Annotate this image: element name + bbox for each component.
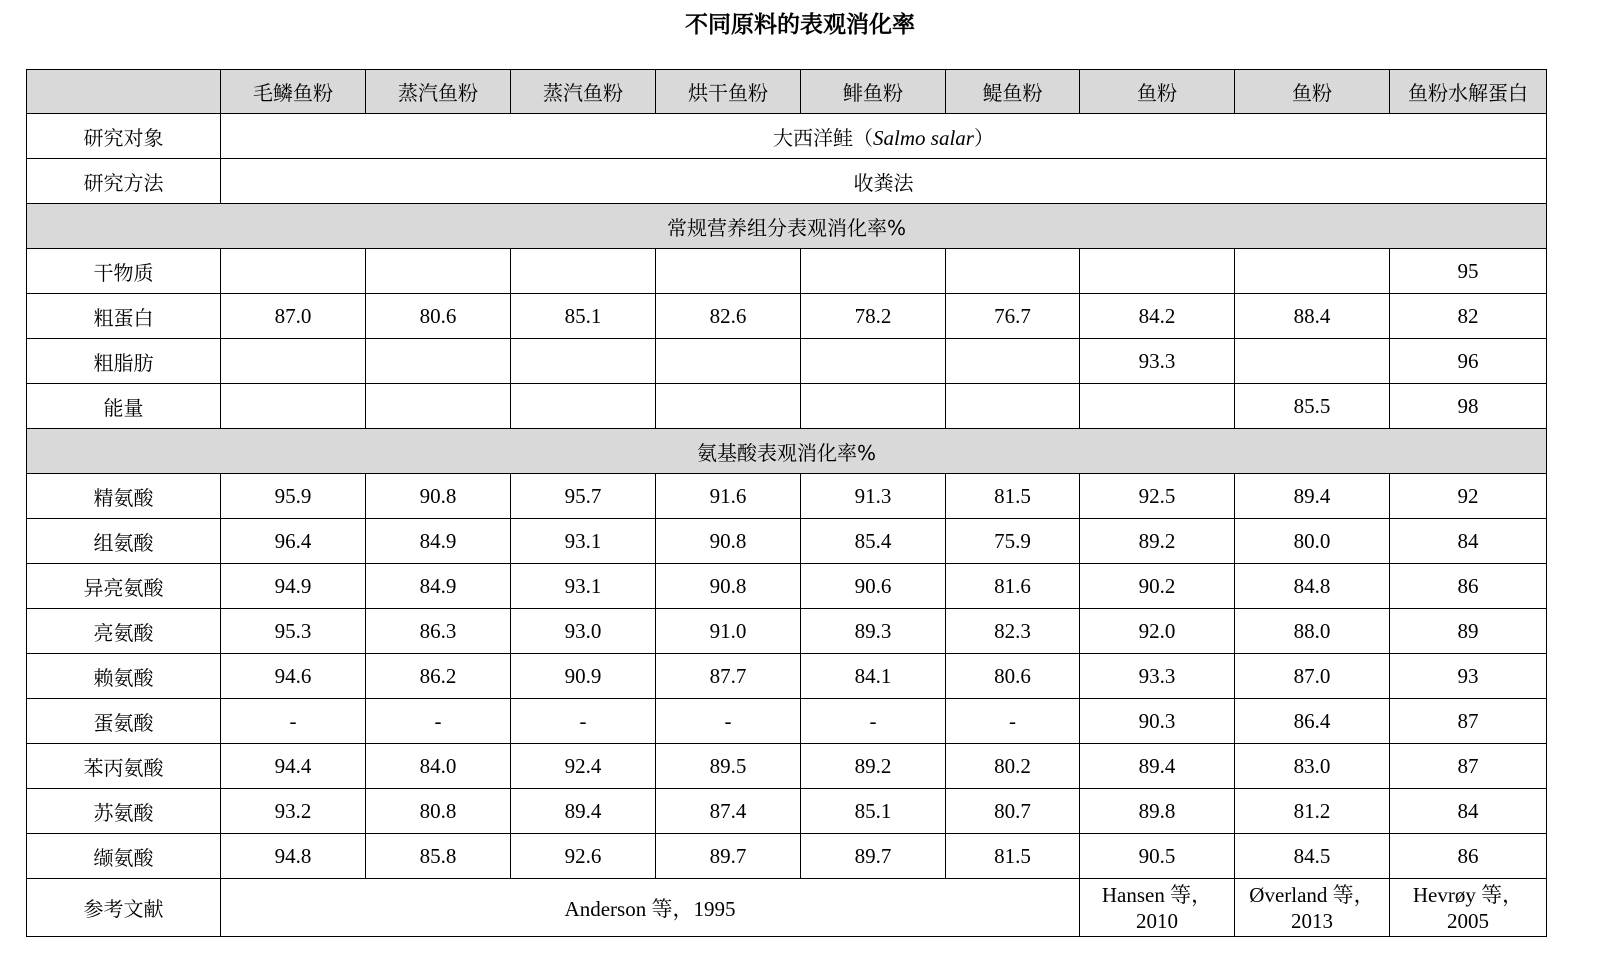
page-title: 不同原料的表观消化率: [685, 12, 915, 38]
table-cell: -: [801, 699, 946, 744]
table-cell: 89.7: [656, 834, 801, 879]
header-cell: 鳀鱼粉: [946, 70, 1080, 114]
table-cell: 81.6: [946, 564, 1080, 609]
table-cell: 93.2: [221, 789, 366, 834]
table-cell: [946, 384, 1080, 429]
table-cell: 85.4: [801, 519, 946, 564]
table-row: [27, 519, 1547, 564]
table-cell: 98: [1390, 384, 1547, 429]
table-cell: 81.2: [1235, 789, 1390, 834]
table-cell: [366, 384, 511, 429]
table-cell: 92.6: [511, 834, 656, 879]
table-cell: 81.5: [946, 834, 1080, 879]
table-cell: 89: [1390, 609, 1547, 654]
table-row: [27, 834, 1547, 879]
table-cell: 82: [1390, 294, 1547, 339]
table-cell: 90.8: [366, 474, 511, 519]
row-label: 异亮氨酸: [27, 564, 221, 609]
table-cell: 84.0: [366, 744, 511, 789]
section-title: 氨基酸表观消化率%: [27, 429, 1547, 474]
table-cell: 86.3: [366, 609, 511, 654]
header-cell: 烘干鱼粉: [656, 70, 801, 114]
table-cell: 89.4: [1080, 744, 1235, 789]
table-cell: 84: [1390, 789, 1547, 834]
header-cell: 鱼粉水解蛋白: [1390, 70, 1547, 114]
table-cell: 95.7: [511, 474, 656, 519]
table-cell: [1080, 249, 1235, 294]
reference-hansen-line1: Hansen 等，: [1101, 882, 1213, 907]
row-label: 粗脂肪: [27, 339, 221, 384]
row-label: 精氨酸: [27, 474, 221, 519]
table-cell: 85.1: [801, 789, 946, 834]
table-cell: 94.9: [221, 564, 366, 609]
table-cell: 89.7: [801, 834, 946, 879]
table-row: [27, 474, 1547, 519]
references-row: [27, 879, 1547, 937]
table-cell: 89.2: [1080, 519, 1235, 564]
row-label: 苯丙氨酸: [27, 744, 221, 789]
section-header-row: [27, 429, 1547, 474]
reference-hevroy-line1: Hevrøy 等，: [1412, 882, 1524, 907]
table-cell: 86.4: [1235, 699, 1390, 744]
row-label: 组氨酸: [27, 519, 221, 564]
table-cell: [221, 384, 366, 429]
reference-hansen: [1080, 879, 1235, 937]
table-cell: 87: [1390, 699, 1547, 744]
header-row: [27, 70, 1547, 114]
table-cell: 80.6: [946, 654, 1080, 699]
table-cell: [656, 249, 801, 294]
table-cell: 93.1: [511, 519, 656, 564]
header-cell: 毛鳞鱼粉: [221, 70, 366, 114]
table-cell: 80.8: [366, 789, 511, 834]
table-cell: 96.4: [221, 519, 366, 564]
header-cell: 鱼粉: [1080, 70, 1235, 114]
row-label: 赖氨酸: [27, 654, 221, 699]
table-cell: 82.6: [656, 294, 801, 339]
reference-overland: [1235, 879, 1390, 937]
table-cell: 75.9: [946, 519, 1080, 564]
table-cell: 89.5: [656, 744, 801, 789]
section-title: 常规营养组分表观消化率%: [27, 204, 1547, 249]
reference-overland-line2: 2013: [1291, 908, 1333, 933]
table-cell: [801, 384, 946, 429]
table-cell: [1235, 249, 1390, 294]
table-cell: 88.4: [1235, 294, 1390, 339]
table-cell: 93.1: [511, 564, 656, 609]
row-label: 缬氨酸: [27, 834, 221, 879]
reference-hevroy: [1390, 879, 1547, 937]
table-cell: 86.2: [366, 654, 511, 699]
table-body: [27, 70, 1547, 937]
table-cell: [946, 339, 1080, 384]
table-row: [27, 609, 1547, 654]
table-cell: 87.4: [656, 789, 801, 834]
header-cell: 蒸汽鱼粉: [511, 70, 656, 114]
table-cell: 93.0: [511, 609, 656, 654]
digestibility-table: [26, 69, 1547, 937]
table-cell: 89.8: [1080, 789, 1235, 834]
row-label: 亮氨酸: [27, 609, 221, 654]
table-cell: 87.0: [221, 294, 366, 339]
table-cell: 92: [1390, 474, 1547, 519]
table-cell: [1080, 384, 1235, 429]
table-cell: 78.2: [801, 294, 946, 339]
row-label: 苏氨酸: [27, 789, 221, 834]
table-row: [27, 339, 1547, 384]
table-cell: 90.5: [1080, 834, 1235, 879]
reference-overland-line1: Øverland 等，: [1249, 882, 1375, 907]
table-cell: 84.5: [1235, 834, 1390, 879]
header-cell: 蒸汽鱼粉: [366, 70, 511, 114]
table-cell: 88.0: [1235, 609, 1390, 654]
table-row: [27, 384, 1547, 429]
table-cell: 94.8: [221, 834, 366, 879]
table-cell: 76.7: [946, 294, 1080, 339]
table-cell: 89.2: [801, 744, 946, 789]
subject-row: [27, 114, 1547, 159]
row-label: 能量: [27, 384, 221, 429]
table-cell: 94.6: [221, 654, 366, 699]
table-cell: 83.0: [1235, 744, 1390, 789]
table-cell: 85.5: [1235, 384, 1390, 429]
subject-scientific-name: Salmo salar: [873, 125, 974, 150]
table-cell: -: [946, 699, 1080, 744]
table-cell: 89.4: [511, 789, 656, 834]
table-cell: 90.2: [1080, 564, 1235, 609]
table-cell: 93.3: [1080, 339, 1235, 384]
table-cell: 89.3: [801, 609, 946, 654]
table-cell: [1235, 339, 1390, 384]
table-cell: [366, 339, 511, 384]
table-cell: 90.8: [656, 564, 801, 609]
table-cell: 95.9: [221, 474, 366, 519]
table-cell: [221, 339, 366, 384]
table-cell: [511, 384, 656, 429]
table-cell: 87.0: [1235, 654, 1390, 699]
table-row: [27, 789, 1547, 834]
table-cell: 80.2: [946, 744, 1080, 789]
table-cell: 86: [1390, 834, 1547, 879]
reference-anderson: Anderson 等，1995: [221, 879, 1080, 937]
table-cell: 81.5: [946, 474, 1080, 519]
table-cell: 86: [1390, 564, 1547, 609]
section-header-row: [27, 204, 1547, 249]
table-cell: 87: [1390, 744, 1547, 789]
table-cell: 82.3: [946, 609, 1080, 654]
table-cell: 80.0: [1235, 519, 1390, 564]
table-cell: 84.9: [366, 564, 511, 609]
row-label: 粗蛋白: [27, 294, 221, 339]
table-cell: [511, 339, 656, 384]
table-cell: 85.8: [366, 834, 511, 879]
table-cell: [801, 339, 946, 384]
table-cell: -: [366, 699, 511, 744]
table-cell: 90.3: [1080, 699, 1235, 744]
table-cell: -: [511, 699, 656, 744]
table-cell: 93: [1390, 654, 1547, 699]
table-cell: [946, 249, 1080, 294]
table-cell: -: [656, 699, 801, 744]
reference-hansen-line2: 2010: [1136, 908, 1178, 933]
header-cell: 鲱鱼粉: [801, 70, 946, 114]
reference-hevroy-line2: 2005: [1447, 908, 1489, 933]
method-row: [27, 159, 1547, 204]
subject-value: [221, 114, 1547, 159]
table-cell: 84.2: [1080, 294, 1235, 339]
table-cell: 84.9: [366, 519, 511, 564]
table-row: [27, 654, 1547, 699]
table-cell: 91.0: [656, 609, 801, 654]
table-cell: 87.7: [656, 654, 801, 699]
table-cell: 96: [1390, 339, 1547, 384]
table-cell: 95.3: [221, 609, 366, 654]
subject-suffix: ）: [973, 125, 994, 150]
subject-label: 研究对象: [27, 114, 221, 159]
table-cell: 95: [1390, 249, 1547, 294]
table-cell: 93.3: [1080, 654, 1235, 699]
table-cell: 89.4: [1235, 474, 1390, 519]
table-cell: 91.3: [801, 474, 946, 519]
table-cell: 90.6: [801, 564, 946, 609]
header-cell: 鱼粉: [1235, 70, 1390, 114]
table-cell: 91.6: [656, 474, 801, 519]
table-cell: [511, 249, 656, 294]
subject-prefix: 大西洋鲑（: [773, 125, 874, 150]
table-cell: 85.1: [511, 294, 656, 339]
table-cell: 90.8: [656, 519, 801, 564]
table-row: [27, 294, 1547, 339]
table-row: [27, 699, 1547, 744]
table-cell: 92.4: [511, 744, 656, 789]
table-cell: 84.1: [801, 654, 946, 699]
method-value: 收粪法: [221, 159, 1547, 204]
table-cell: [656, 339, 801, 384]
table-cell: 92.0: [1080, 609, 1235, 654]
table-cell: 94.4: [221, 744, 366, 789]
table-cell: 84: [1390, 519, 1547, 564]
table-cell: [656, 384, 801, 429]
row-label: 蛋氨酸: [27, 699, 221, 744]
table-cell: 84.8: [1235, 564, 1390, 609]
table-cell: [801, 249, 946, 294]
table-cell: 90.9: [511, 654, 656, 699]
table-cell: -: [221, 699, 366, 744]
table-cell: [366, 249, 511, 294]
table-cell: 80.7: [946, 789, 1080, 834]
table-row: [27, 744, 1547, 789]
table-cell: 80.6: [366, 294, 511, 339]
method-label: 研究方法: [27, 159, 221, 204]
table-row: [27, 249, 1547, 294]
references-label: 参考文献: [27, 879, 221, 937]
table-row: [27, 564, 1547, 609]
header-cell: [27, 70, 221, 114]
table-cell: [221, 249, 366, 294]
row-label: 干物质: [27, 249, 221, 294]
table-cell: 92.5: [1080, 474, 1235, 519]
